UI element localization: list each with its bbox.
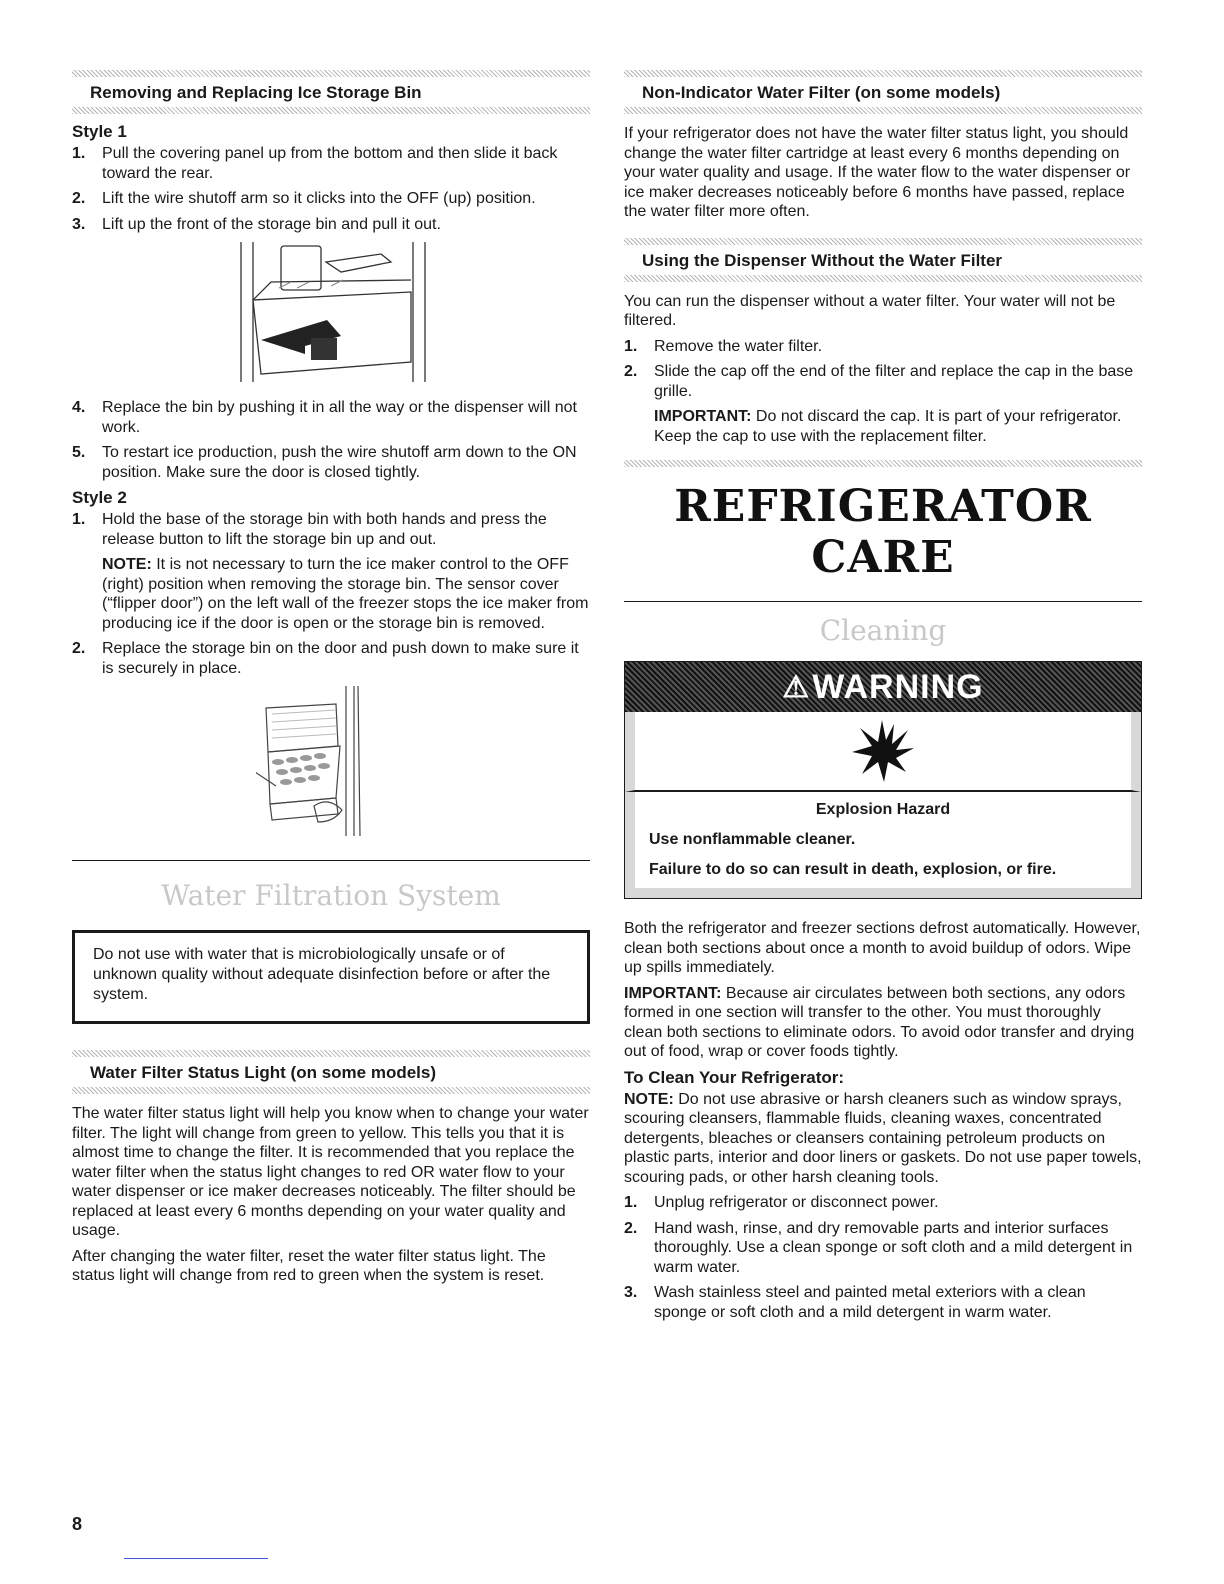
status-light-reset-paragraph: After changing the water filter, reset the water filter status light. The status light will change from red to green when the system is reset. <box>72 1247 546 1284</box>
hatch-rule <box>624 238 1142 245</box>
warning-text <box>625 792 1141 898</box>
cleaning-title: Cleaning <box>819 614 947 647</box>
hatch-rule <box>72 1087 590 1094</box>
list-item: 4. Replace the bin by pushing it in all the way or the dispenser will not work. <box>72 399 577 436</box>
list-item: 3. Lift up the front of the storage bin and pull it out. <box>72 215 441 233</box>
page-number: 8 <box>72 1514 83 1534</box>
section-rule <box>72 860 590 861</box>
note: NOTE: It is not necessary to turn the ice maker control to the OFF (right) position when removing the storage bin. The sensor cover (“flipper door”) on the left wall of the freezer stops the ice maker from producing ice if the door is open or the storage bin is removed. <box>102 556 589 632</box>
explosion-icon <box>848 716 918 786</box>
explosion-icon-panel <box>625 712 1141 792</box>
section-rule <box>624 601 1142 602</box>
ice-bin-drawing <box>231 242 431 390</box>
hatch-rule <box>72 70 590 77</box>
list-item: 1. Hold the base of the storage bin with both hands and press the release button to lift the storage bin up and out. NOTE: It is not necessary to turn the ice maker control to the OFF (right) position when removing the storage bin. The sensor cover (“flipper door”) on the left wall of the freezer stops the ice maker from producing ice if the door is open or the storage bin is removed. <box>72 511 589 632</box>
right-column <box>624 70 1142 1328</box>
ice-bin-heading: Removing and Replacing Ice Storage Bin <box>90 83 422 102</box>
hazard-title: Explosion Hazard <box>815 801 951 818</box>
hatch-rule <box>624 460 1142 467</box>
list-item: 1. Remove the water filter. <box>624 337 823 355</box>
warning-line-1: Use nonflammable cleaner. <box>649 831 856 848</box>
style1-steps-b <box>72 398 590 482</box>
no-filter-intro: You can run the dispenser without a water filter. Your water will not be filtered. <box>624 292 1116 329</box>
non-indicator-paragraph: If your refrigerator does not have the water filter status light, you should change the water filter cartridge at least every 6 months depending on your water quality and usage. If the water flow to the water dispenser or ice maker decreases noticeably before 6 months have passed, replace the water filter more often. <box>624 125 1131 220</box>
hatch-rule <box>72 1050 590 1057</box>
warning-triangle-icon: ⚠ <box>782 670 811 704</box>
status-light-paragraph: The water filter status light will help you know when to change your water filter. The light will change from green to yellow. This tells you that it is almost time to change the filter. It is recommended that you replace the water filter when the status light changes to red OR water flow to your water dispenser or ice maker decreases noticeably. The filter should be replaced at least every 6 months depending on your water quality and usage. <box>72 1105 589 1239</box>
style1-label: Style 1 <box>72 122 127 141</box>
no-filter-heading: Using the Dispenser Without the Water Filter <box>642 250 1003 270</box>
important-paragraph: IMPORTANT: Because air circulates between both sections, any odors formed in one section will transfer to the other. You must thoroughly clean both sections to eliminate odors. To avoid odor transfer and drying out of food, wrap or cover foods tightly. <box>624 984 1135 1060</box>
list-item: 2. Lift the wire shutoff arm so it clicks into the OFF (up) position. <box>72 190 536 207</box>
cleaning-note: NOTE: Do not use abrasive or harsh cleaners such as window sprays, scouring cleansers, flammable fluids, cleaning waxes, concentrated detergents, bleaches or cleansers containing petroleum products on plastic parts, interior and door liners or gaskets. Do not use paper towels, scouring pads, or other harsh cleaning tools. <box>624 1090 1142 1186</box>
refrigerator-care-title: REFRIGERATOR CARE <box>674 481 1092 583</box>
bottom-line <box>124 1558 268 1559</box>
left-column <box>72 70 590 1292</box>
style2-steps <box>72 510 590 678</box>
defrost-paragraph: Both the refrigerator and freezer sections defrost automatically. However, clean both sections about once a month to avoid buildup of odors. Wipe up spills immediately. <box>624 920 1141 976</box>
style2-label: Style 2 <box>72 488 127 507</box>
important-note: IMPORTANT: Do not discard the cap. It is part of your refrigerator. Keep the cap to use with the replacement filter. <box>654 408 1122 445</box>
hatch-rule <box>624 107 1142 114</box>
cleaning-steps <box>624 1193 1142 1322</box>
list-item: 3. Wash stainless steel and painted metal exteriors with a clean sponge or soft cloth and a mild detergent in warm water. <box>624 1284 1086 1321</box>
list-item: 2. Hand wash, rinse, and dry removable parts and interior surfaces thoroughly. Use a clean sponge or soft cloth and a mild detergent in warm water. <box>624 1219 1133 1276</box>
ice-bin-illustration-1 <box>231 242 431 390</box>
warning-label: WARNING <box>812 667 984 706</box>
warning-box <box>624 661 1142 899</box>
list-item: 2. Replace the storage bin on the door and push down to make sure it is securely in place. <box>72 640 579 677</box>
warning-banner <box>625 662 1141 712</box>
storage-bin-drawing <box>256 686 406 846</box>
to-clean-heading: To Clean Your Refrigerator: <box>624 1067 845 1087</box>
list-item: 1. Unplug refrigerator or disconnect power. <box>624 1194 939 1211</box>
list-item: 1. Pull the covering panel up from the bottom and then slide it back toward the rear. <box>72 145 558 182</box>
non-indicator-heading: Non-Indicator Water Filter (on some models) <box>642 83 1001 102</box>
no-filter-steps <box>624 337 1142 447</box>
caution-box: Do not use with water that is microbiologically unsafe or of unknown quality without adequate disinfection before or after the system. <box>72 930 590 1024</box>
warning-line-2: Failure to do so can result in death, explosion, or fire. <box>649 861 1057 878</box>
style1-steps-a <box>72 144 590 234</box>
status-light-heading: Water Filter Status Light (on some models) <box>90 1063 437 1082</box>
hatch-rule <box>624 275 1142 282</box>
water-filtration-title: Water Filtration System <box>161 879 501 912</box>
hatch-rule <box>624 70 1142 77</box>
hatch-rule <box>72 107 590 114</box>
list-item: 2. Slide the cap off the end of the filter and replace the cap in the base grille. IMPORTANT: Do not discard the cap. It is part of your refrigerator. Keep the cap to use with the replacement filter. <box>624 362 1142 446</box>
ice-bin-illustration-2 <box>256 686 406 846</box>
list-item: 5. To restart ice production, push the wire shutoff arm down to the ON position. Make sure the door is closed tightly. <box>72 444 577 481</box>
